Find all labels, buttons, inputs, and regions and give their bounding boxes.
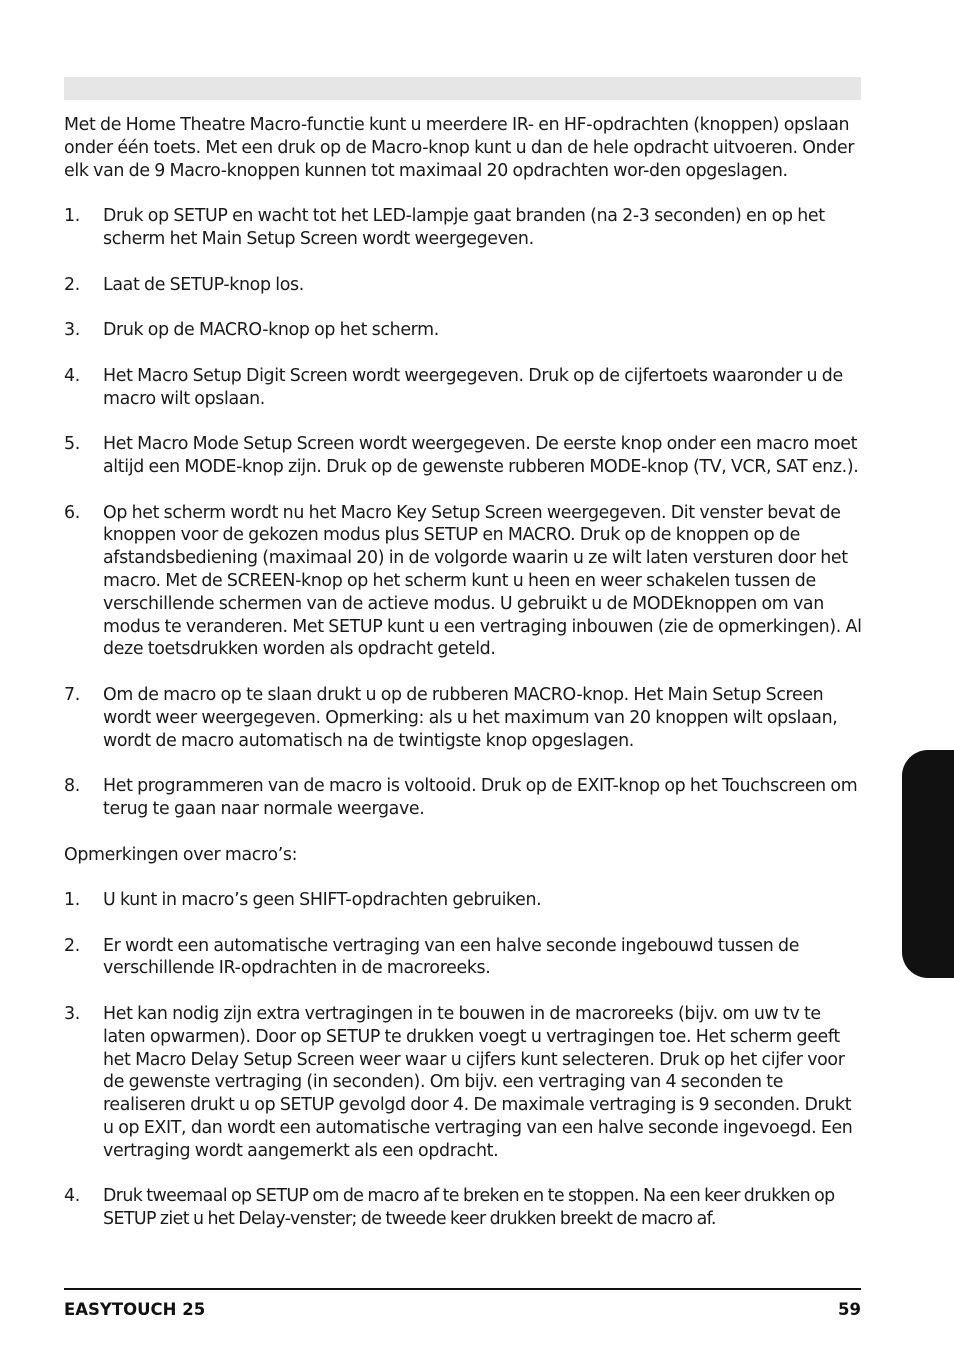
list-item-number: 1. [64,890,80,911]
list-item [64,684,864,752]
list-item [64,935,864,981]
list-item [64,502,864,662]
list-item-text: Er wordt een automatische vertraging van een halve seconde ingebouwd tussen de verschillende IR-opdrachten in de macroreeks. [103,935,800,979]
section-header-band [64,77,861,100]
footer-divider [64,1288,861,1290]
list-item-text: Druk tweemaal op SETUP om de macro af te breken en te stoppen. Na een keer drukken op SETUP ziet u het Delay-venster; de tweede keer drukken breekt de macro af. [103,1186,835,1230]
list-item-number: 5. [64,434,80,455]
list-item-number: 3. [64,1004,80,1025]
list-item-text: Het Macro Setup Digit Screen wordt weergegeven. Druk op de cijfertoets waaronder u de macro wilt opslaan. [103,365,843,409]
list-item-text: Op het scherm wordt nu het Macro Key Setup Screen weergegeven. Dit venster bevat de knoppen voor de gekozen modus plus SETUP en MACRO. Druk op de knoppen op de afstandsbediening (maximaal 20) in de volgorde waarin u ze wilt laten versturen door het macro. Met de SCREEN-knop op het scherm kunt u heen en weer schakelen tussen de verschillende schermen van de actieve modus. U gebruikt u de MODEknoppen om van modus te veranderen. Met SETUP kunt u een vertraging inbouwen (zie de opmerkingen). Al deze toetsdrukken worden als opdracht geteld. [103,502,862,660]
page-content [64,114,864,1254]
list-item [64,433,864,479]
list-item-text: Druk op de MACRO-knop op het scherm. [103,320,439,341]
list-item [64,775,864,821]
chapter-side-tab [902,750,954,978]
list-item [64,274,864,297]
list-item-number: 4. [64,1186,80,1207]
list-item-text: Druk op SETUP en wacht tot het LED-lampje gaat branden (na 2-3 seconden) en op het scherm het Main Setup Screen wordt weergegeven. [103,206,825,249]
notes-list [64,889,864,1231]
list-item-number: 6. [64,502,80,523]
list-item [64,365,864,411]
notes-heading: Opmerkingen over macro’s: [64,844,298,865]
list-item [64,1185,864,1231]
list-item-text: Laat de SETUP-knop los. [103,274,304,295]
list-item-text: Het programmeren van de macro is voltooid. Druk op de EXIT-knop op het Touchscreen om terug te gaan naar normale weergave. [103,776,858,819]
list-item-text: Om de macro op te slaan drukt u op de rubberen MACRO-knop. Het Main Setup Screen wordt weer weergegeven. Opmerking: als u het maximum van 20 knoppen wilt opslaan, wordt de macro automatisch na de twintigste knop opgeslagen. [103,684,838,751]
list-item-number: 3. [64,320,80,341]
list-item [64,205,864,251]
list-item-number: 7. [64,684,80,705]
list-item-text: Het kan nodig zijn extra vertragingen in te bouwen in de macroreeks (bijv. om uw tv te laten opwarmen). Door op SETUP te drukken voegt u vertragingen toe. Het scherm geeft het Macro Delay Setup Screen weer waar u cijfers kunt selecteren. Druk op het cijfer voor de gewenste vertraging (in seconden). Om bijv. een vertraging van 4 seconden te realiseren drukt u op SETUP gevolgd door 4. De maximale vertraging is 9 seconden. Drukt u op EXIT, dan wordt een automatische vertraging van een halve seconde ingevoegd. Een vertraging wordt aangemerkt als een opdracht. [103,1004,853,1161]
list-item-number: 2. [64,935,80,956]
footer-product-name: EASYTOUCH 25 [64,1300,206,1319]
list-item-number: 8. [64,776,80,797]
intro-paragraph: Met de Home Theatre Macro-functie kunt u meerdere IR- en HF-opdrachten (knoppen) opslaan onder één toets. Met een druk op de Macro-knop kunt u dan de hele opdracht uitvoeren. Onder elk van de 9 Macro-knoppen kunnen tot maximaal 20 opdrachten wor-den opgeslagen. [64,115,855,181]
list-item-number: 2. [64,274,80,295]
setup-steps-list [64,205,864,821]
list-item-text: Het Macro Mode Setup Screen wordt weergegeven. De eerste knop onder een macro moet altijd een MODE-knop zijn. Druk op de gewenste rubberen MODE-knop (TV, VCR, SAT enz.). [103,434,859,477]
list-item [64,889,864,912]
footer-page-number: 59 [838,1300,861,1319]
list-item [64,319,864,342]
list-item-number: 4. [64,365,80,386]
list-item [64,1003,864,1163]
list-item-number: 1. [64,206,80,227]
list-item-text: U kunt in macro’s geen SHIFT-opdrachten gebruiken. [103,890,542,911]
